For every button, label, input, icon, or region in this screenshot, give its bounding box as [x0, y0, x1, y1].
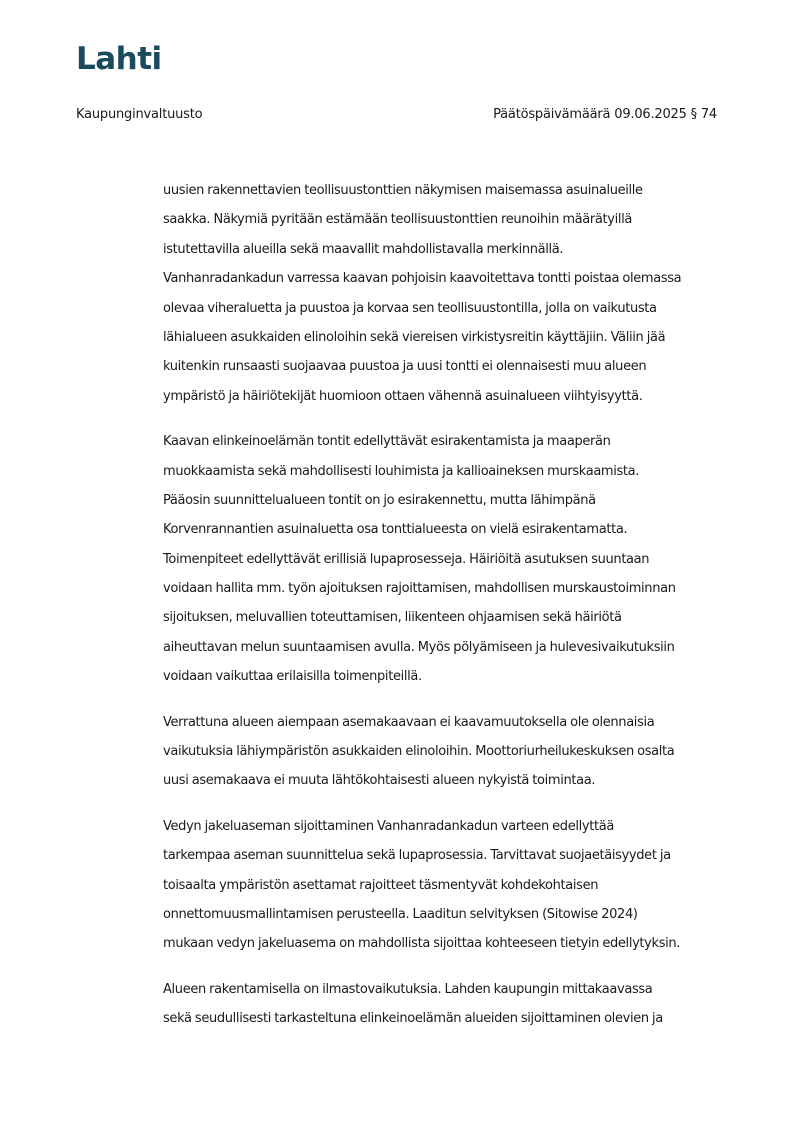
text-line: lähialueen asukkaiden elinoloihin sekä viereisen virkistysreitin käyttäjiin. Väliin jää [163, 329, 666, 345]
text-line: sijoituksen, meluvallien toteuttamisen, liikenteen ohjaamisen sekä häiriötä [163, 610, 622, 626]
text-line: toisaalta ympäristön asettamat rajoitteet täsmentyvät kohdekohtaisen [163, 877, 599, 893]
lahti-logo: Lahti [76, 41, 162, 77]
text-line: Kaavan elinkeinoelämän tontit edellyttävät esirakentamista ja maaperän [163, 434, 611, 450]
decision-date-section: Päätöspäivämäärä 09.06.2025 § 74 [493, 107, 717, 122]
paragraph [163, 708, 719, 796]
text-line: Toimenpiteet edellyttävät erillisiä lupaprosesseja. Häiriöitä asutuksen suuntaan [163, 551, 650, 567]
text-line: Korvenrannantien asuinaluetta osa tonttialueesta on vielä esirakentamatta. [163, 522, 628, 538]
text-line: ympäristö ja häiriötekijät huomioon ottaen vähennä asuinalueen viihtyisyyttä. [163, 388, 643, 404]
text-line: mukaan vedyn jakeluasema on mahdollista sijoittaa kohteeseen tietyin edellytyksin. [163, 936, 681, 952]
text-line: Vedyn jakeluaseman sijoittaminen Vanhanradankadun varteen edellyttää [163, 818, 614, 834]
text-line: uusi asemakaava ei muuta lähtökohtaisesti alueen nykyistä toimintaa. [163, 773, 596, 789]
text-line: tarkempaa aseman suunnittelua sekä lupaprosessia. Tarvittavat suojaetäisyydet ja [163, 848, 671, 864]
text-line: Pääosin suunnittelualueen tontit on jo esirakennettu, mutta lähimpänä [163, 492, 596, 508]
paragraph [163, 176, 719, 411]
text-line: istutettavilla alueilla sekä maavallit mahdollistavalla merkinnällä. [163, 241, 564, 257]
paragraph [163, 975, 719, 1034]
text-line: voidaan hallita mm. työn ajoituksen rajoittamisen, mahdollisen murskaustoiminnan [163, 581, 676, 597]
text-line: muokkaamista sekä mahdollisesti louhimista ja kallioaineksen murskaamista. [163, 463, 640, 479]
text-line: Alueen rakentamisella on ilmastovaikutuksia. Lahden kaupungin mittakaavassa [163, 981, 653, 997]
text-line: uusien rakennettavien teollisuustonttien näkymisen maisemassa asuinalueille [163, 183, 643, 198]
text-line: aiheuttavan melun suuntaamisen avulla. Myös pölyämiseen ja hulevesivaikutuksiin [163, 639, 675, 655]
text-line: sekä seudullisesti tarkasteltuna elinkeinoelämän alueiden sijoittaminen olevien ja [163, 1011, 663, 1027]
text-line: voidaan vaikuttaa erilaisilla toimenpiteillä. [163, 669, 422, 685]
text-line: Vanhanradankadun varressa kaavan pohjoisin kaavoitettava tontti poistaa olemassa [163, 271, 682, 287]
paragraph [163, 812, 719, 959]
organization-name: Kaupunginvaltuusto [76, 107, 203, 122]
text-line: olevaa viheraluetta ja puustoa ja korvaa sen teollisuustontilla, jolla on vaikutusta [163, 300, 657, 316]
text-line: kuitenkin runsaasti suojaavaa puustoa ja uusi tontti ei olennaisesti muu alueen [163, 359, 647, 375]
text-line: Verrattuna alueen aiempaan asemakaavaan ei kaavamuutoksella ole olennaisia [163, 714, 655, 730]
text-line: saakka. Näkymiä pyritään estämään teollisuustonttien reunoihin määrätyillä [163, 212, 632, 228]
text-line: vaikutuksia lähiympäristön asukkaiden elinoloihin. Moottoriurheilukeskuksen osalta [163, 744, 675, 760]
paragraph [163, 427, 719, 692]
text-line: onnettomuusmallintamisen perusteella. Laaditun selvityksen (Sitowise 2024) [163, 906, 638, 922]
document-body [163, 176, 719, 1050]
